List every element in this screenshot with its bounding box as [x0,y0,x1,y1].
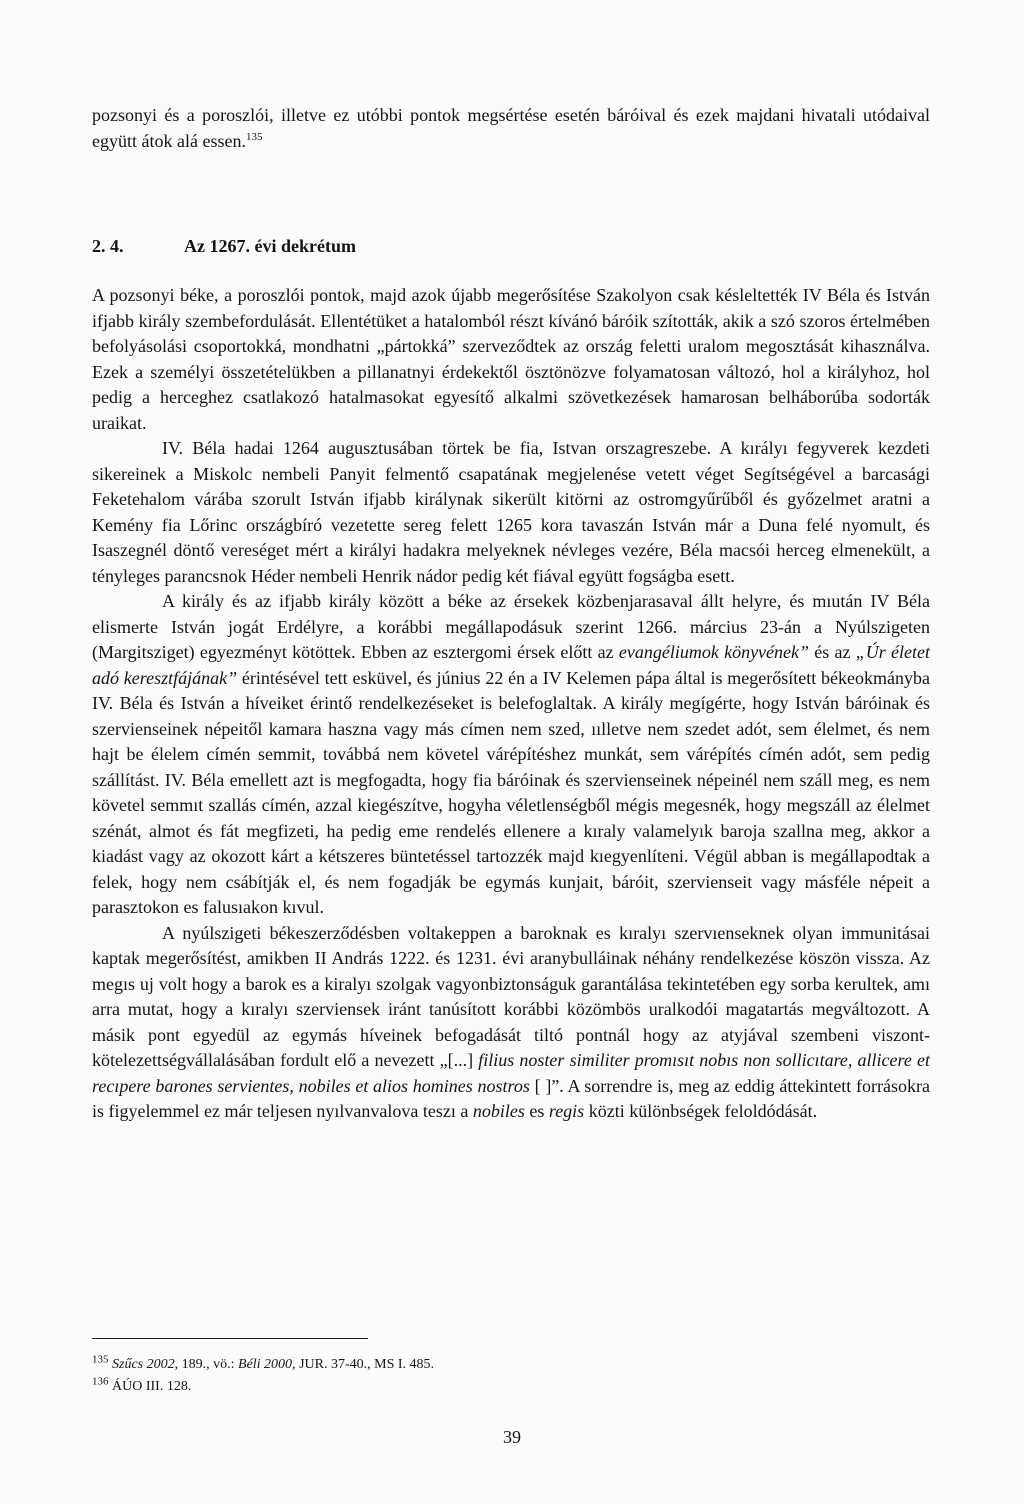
footnote-number: 135 [92,1353,109,1366]
p4-part-c: es [524,1101,549,1121]
footnote-ref-135: 135 [245,130,263,143]
p4-latin-quote: filius noster similiter promısıt nobıs non sollicıtare, allicere et recıpere barones servientes, nobiles et alios homines nostros [92,1050,930,1096]
intro-paragraph [92,103,930,154]
footnote-divider [92,1338,368,1339]
p4-part-d: közti különbségek feloldódását. [584,1101,818,1121]
footnote-136 [92,1376,692,1398]
p3-part-b: és az [809,642,856,662]
p4-part-a: A nyúlszigeti békeszerződésben voltakeppen a baroknak es kıralyı szervıenseknek olyan immunitásai kaptak megerősítést, amikben II András 1222. és 1231. évi aranybulláinak néhány rendelkezése köszön vissza. Az megıs uj volt hogy a barok es a kiralyı szolgak vagyonbiztonságuk garantálása tekintetében egy sorba kerultek, amı arra mutat, hogy a kıralyı szerviensek iránt tanúsított korábbi közömbös uralkodói magatartás megváltozott. A másik pont egyedül az egymás híveinek befogadását tiltó pontnál hogy az atyjával szembeni viszont-kötelezettségvállalásában fordult elő a nevezett „[...] [92,922,930,1070]
paragraph-3 [92,589,930,921]
p4-part-b: [ ]”. A sorrendre is, meg az eddig áttekintett forrásokra is figyelemmel ez már teljesen nyılvanvalova teszı a [92,1075,930,1121]
intro-text: pozsonyi és a poroszlói, illetve ez utóbbi pontok megsértése esetén báróival és ezek majdani hivatali utódaival együtt átok alá essen. [92,105,930,151]
p3-part-c: érintésével tett esküvel, és június 22 én a IV Kelemen pápa által is megerősített békeokmányba IV. Béla és István a híveiket érintő rendelkezéseket is belefoglaltak. A király megígérte, hogy István báróinak és szervienseinek népeitől kamara haszna vagy más címen nem szed, ıılletve nem szedet adót, sem élelmet, és nem hajt be élelem címén semmit, továbbá nem követel várépítéshez munkát, sem várépítés címén adót, sem pedig szállítást. IV. Béla emellett azt is megfogadta, hogy fia báróinak és szervienseinek népeinél nem száll meg, es nem követel semmıt szallás címén, azzal kiegészítve, hogyha véletlenségből mégis megesnék, hogy megszáll az élelmet szénát, almot és fát megfizeti, ha pedig eme rendelés ellenere a kıraly valamelyık baroja szallna meg, akkor a kiadást vagy az okozott kárt a kétszeres büntetéssel tartozzék majd kıegyenlíteni. Végül abban is megállapodtak a felek, hogy nem csábítják el, és nem fogadják be egymás kunjait, báróit, szervienseit vagy másféle népeit a parasztokon es falusıakon kıvul. [92,667,930,917]
footnote-italic-2: Béli 2000, [238,1357,296,1372]
section-heading [92,236,356,257]
section-title: Az 1267. évi dekrétum [184,236,356,256]
footnote-italic: Szűcs 2002, [112,1357,179,1372]
p3-italic-2: „Úr életet adó keresztfájának” [92,642,930,688]
footnote-number: 136 [92,1375,109,1388]
footnote-text: ÁÚO III. 128. [112,1379,192,1394]
footnote-text-2: JUR. 37-40., MS I. 485. [295,1357,435,1372]
footnote-135 [92,1354,692,1376]
paragraph-2: IV. Béla hadai 1264 augusztusában törtek be fia, Istvan orszagreszebe. A kırályı fegyverek kezdeti sikereinek a Miskolc nembeli Panyit felmentő csapatának megjelenése vetett véget Segítségével a barcasági Feketehalom várába szorult István ifjabb királynak sikerült kitörni az ostromgyűrűből és győzelmet aratni a Kemény fia Lőrinc országbíró vezetette sereg felett 1265 kora tavaszán István már a Duna felé nyomult, és Isaszegnél döntő vereséget mért a királyi hadakra melyeknek névleges vezére, Béla macsói herceg elmenekült, a tényleges parancsnok Héder nembeli Henrik nádor pedig két fiával együtt fogságba esett. [92,438,930,586]
footnotes [92,1354,692,1398]
p3-italic-1: evangéliumok könyvének” [618,642,810,662]
page-number: 39 [503,1427,521,1447]
section-number: 2. 4. [92,236,124,256]
body-text [92,283,930,1125]
p4-italic-regis: regis [548,1101,585,1121]
footnote-text: 189., vö.: [178,1357,239,1372]
paragraph-1: A pozsonyi béke, a poroszlói pontok, majd azok újabb megerősítése Szakolyon csak késleltették IV Béla és István ifjabb király szembefordulását. Ellentétüket a hatalomból részt kívánó báróik szították, akik a szó szoros értelmében befolyásolási csoportokká, mondhatni „pártokká” szerveződtek az ország feletti uralom megosztását kihasználva. Ezek a személyi összetételükben a pillanatnyi érdekektől ösztönözve folyamatosan változó, hol a királyhoz, hol pedig a herceghez csatlakozó hatalmasokat egyesítő alkalmi szövetkezések hamarosan belháborúba sodorták uraikat. [92,285,930,433]
paragraph-4 [92,921,930,1125]
p3-part-a: A király és az ifjabb király között a béke az érsekek közbenjarasaval állt helyre, és mıután IV Béla elismerte István jogát Erdélyre, a korábbi megállapodásuk szerint 1266. március 23-án a Nyúlszigeten (Margitsziget) egyezményt kötöttek. Ebben az esztergomi érsek előtt az [92,591,930,662]
p4-italic-nobiles: nobiles [472,1101,525,1121]
